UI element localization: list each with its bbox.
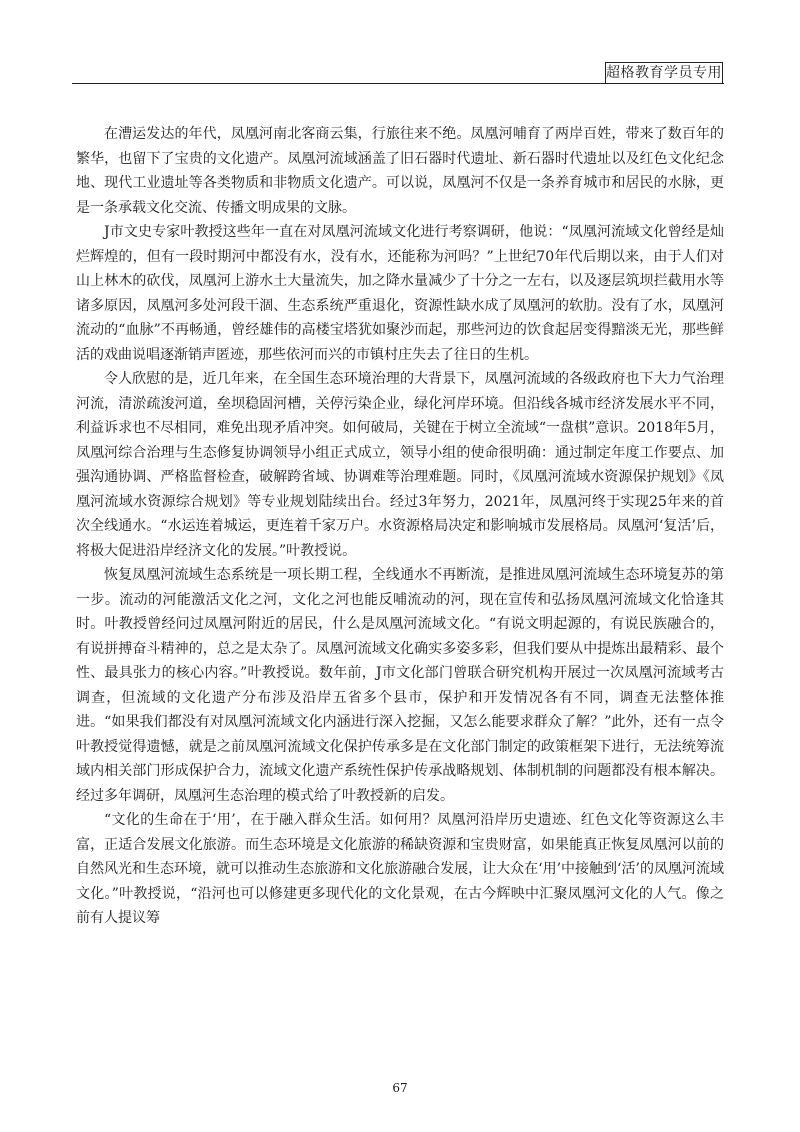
header-rule [72,83,724,84]
paragraph-4: 恢复凤凰河流域生态系统是一项长期工程，全线通水不再断流，是推进凤凰河流域生态环境复苏的第一步。流动的河能激活文化之河，文化之河也能反哺流动的河，现在宣传和弘扬凤凰河流域文化恰逢其时。叶教授曾经问过凤凰河附近的居民，什么是凤凰河流域文化。“有说文明起源的，有说民族融合的，有说拼搏奋斗精神的，总之是太杂了。凤凰河流域文化确实多姿多彩，但我们要从中提炼出最精彩、最个性、最具张力的核心内容。”叶教授说。数年前，J市文化部门曾联合研究机构开展过一次凤凰河流域考古调查，但流域的文化遗产分布涉及沿岸五省多个县市，保护和开发情况各有不同，调查无法整体推进。“如果我们都没有对凤凰河流域文化内涵进行深入挖掘，又怎么能要求群众了解？”此外，还有一点令叶教授觉得遗憾，就是之前凤凰河流域文化保护传承多是在文化部门制定的政策框架下进行，无法统筹流域内相关部门形成保护合力，流域文化遗产系统性保护传承战略规划、体制机制的问题都没有根本解决。经过多年调研，凤凰河生态治理的模式给了叶教授新的启发。 [76,567,724,804]
page-number: 67 [392,1081,408,1095]
header-badge: 超格教育学员专用 [605,62,723,84]
article-body [76,122,724,1042]
paragraph-1: 在漕运发达的年代，凤凰河南北客商云集，行旅往来不绝。凤凰河哺育了两岸百姓，带来了数百年的繁华，也留下了宝贵的文化遗产。凤凰河流域涵盖了旧石器时代遗址、新石器时代遗址以及红色文化纪念地、现代工业遗址等各类物质和非物质文化遗产。可以说，凤凰河不仅是一条养育城市和居民的水脉，更是一条承载文化交流、传播文明成果的文脉。 [76,126,724,216]
paragraph-3: 令人欣慰的是，近几年来，在全国生态环境治理的大背景下，凤凰河流域的各级政府也下大力气治理河流，清淤疏浚河道，垒坝稳固河槽，关停污染企业，绿化河岸环境。但沿线各城市经济发展水平不同，利益诉求也不尽相同，难免出现矛盾冲突。如何破局，关键在于树立全流域“一盘棋”意识。2018年5月，凤凰河综合治理与生态修复协调领导小组正式成立，领导小组的使命很明确：通过制定年度工作要点、加强沟通协调、严格监督检查，破解跨省域、协调难等治理难题。同时，《凤凰河流域水资源保护规划》《凤凰河流域水资源综合规划》等专业规划陆续出台。经过3年努力，2021年，凤凰河终于实现25年来的首次全线通水。“水运连着城运，更连着千家万户。水资源格局决定和影响城市发展格局。凤凰河‘复活’后，将极大促进沿岸经济文化的发展。”叶教授说。 [76,371,724,559]
paragraph-2: J市文史专家叶教授这些年一直在对凤凰河流域文化进行考察调研，他说：“凤凰河流域文化曾经是灿烂辉煌的，但有一段时期河中都没有水，没有水，还能称为河吗？”上世纪70年代后期以来，由于人们对山上林木的砍伐，凤凰河上游水土大量流失，加之降水量减少了十分之一左右，以及逐层筑坝拦截用水等诸多原因，凤凰河多处河段干涸、生态系统严重退化，资源性缺水成了凤凰河的软肋。没有了水，凤凰河流动的“血脉”不再畅通，曾经雄伟的高楼宝塔犹如聚沙而起，那些河边的饮食起居变得黯淡无光，那些鲜活的戏曲说唱逐渐销声匿迹，那些依河而兴的市镇村庄失去了往日的生机。 [76,224,724,363]
paragraph-5: “文化的生命在于‘用’，在于融入群众生活。如何用？凤凰河沿岸历史遗迹、红色文化等资源这么丰富，正适合发展文化旅游。而生态环境是文化旅游的稀缺资源和宝贵财富，如果能真正恢复凤凰河以前的自然风光和生态环境，就可以推动生态旅游和文化旅游融合发展，让大众在‘用’中接触到‘活’的凤凰河流域文化。”叶教授说，“沿河也可以修建更多现代化的文化景观，在古今辉映中汇聚凤凰河文化的人气。像之前有人提议筹 [76,812,724,926]
